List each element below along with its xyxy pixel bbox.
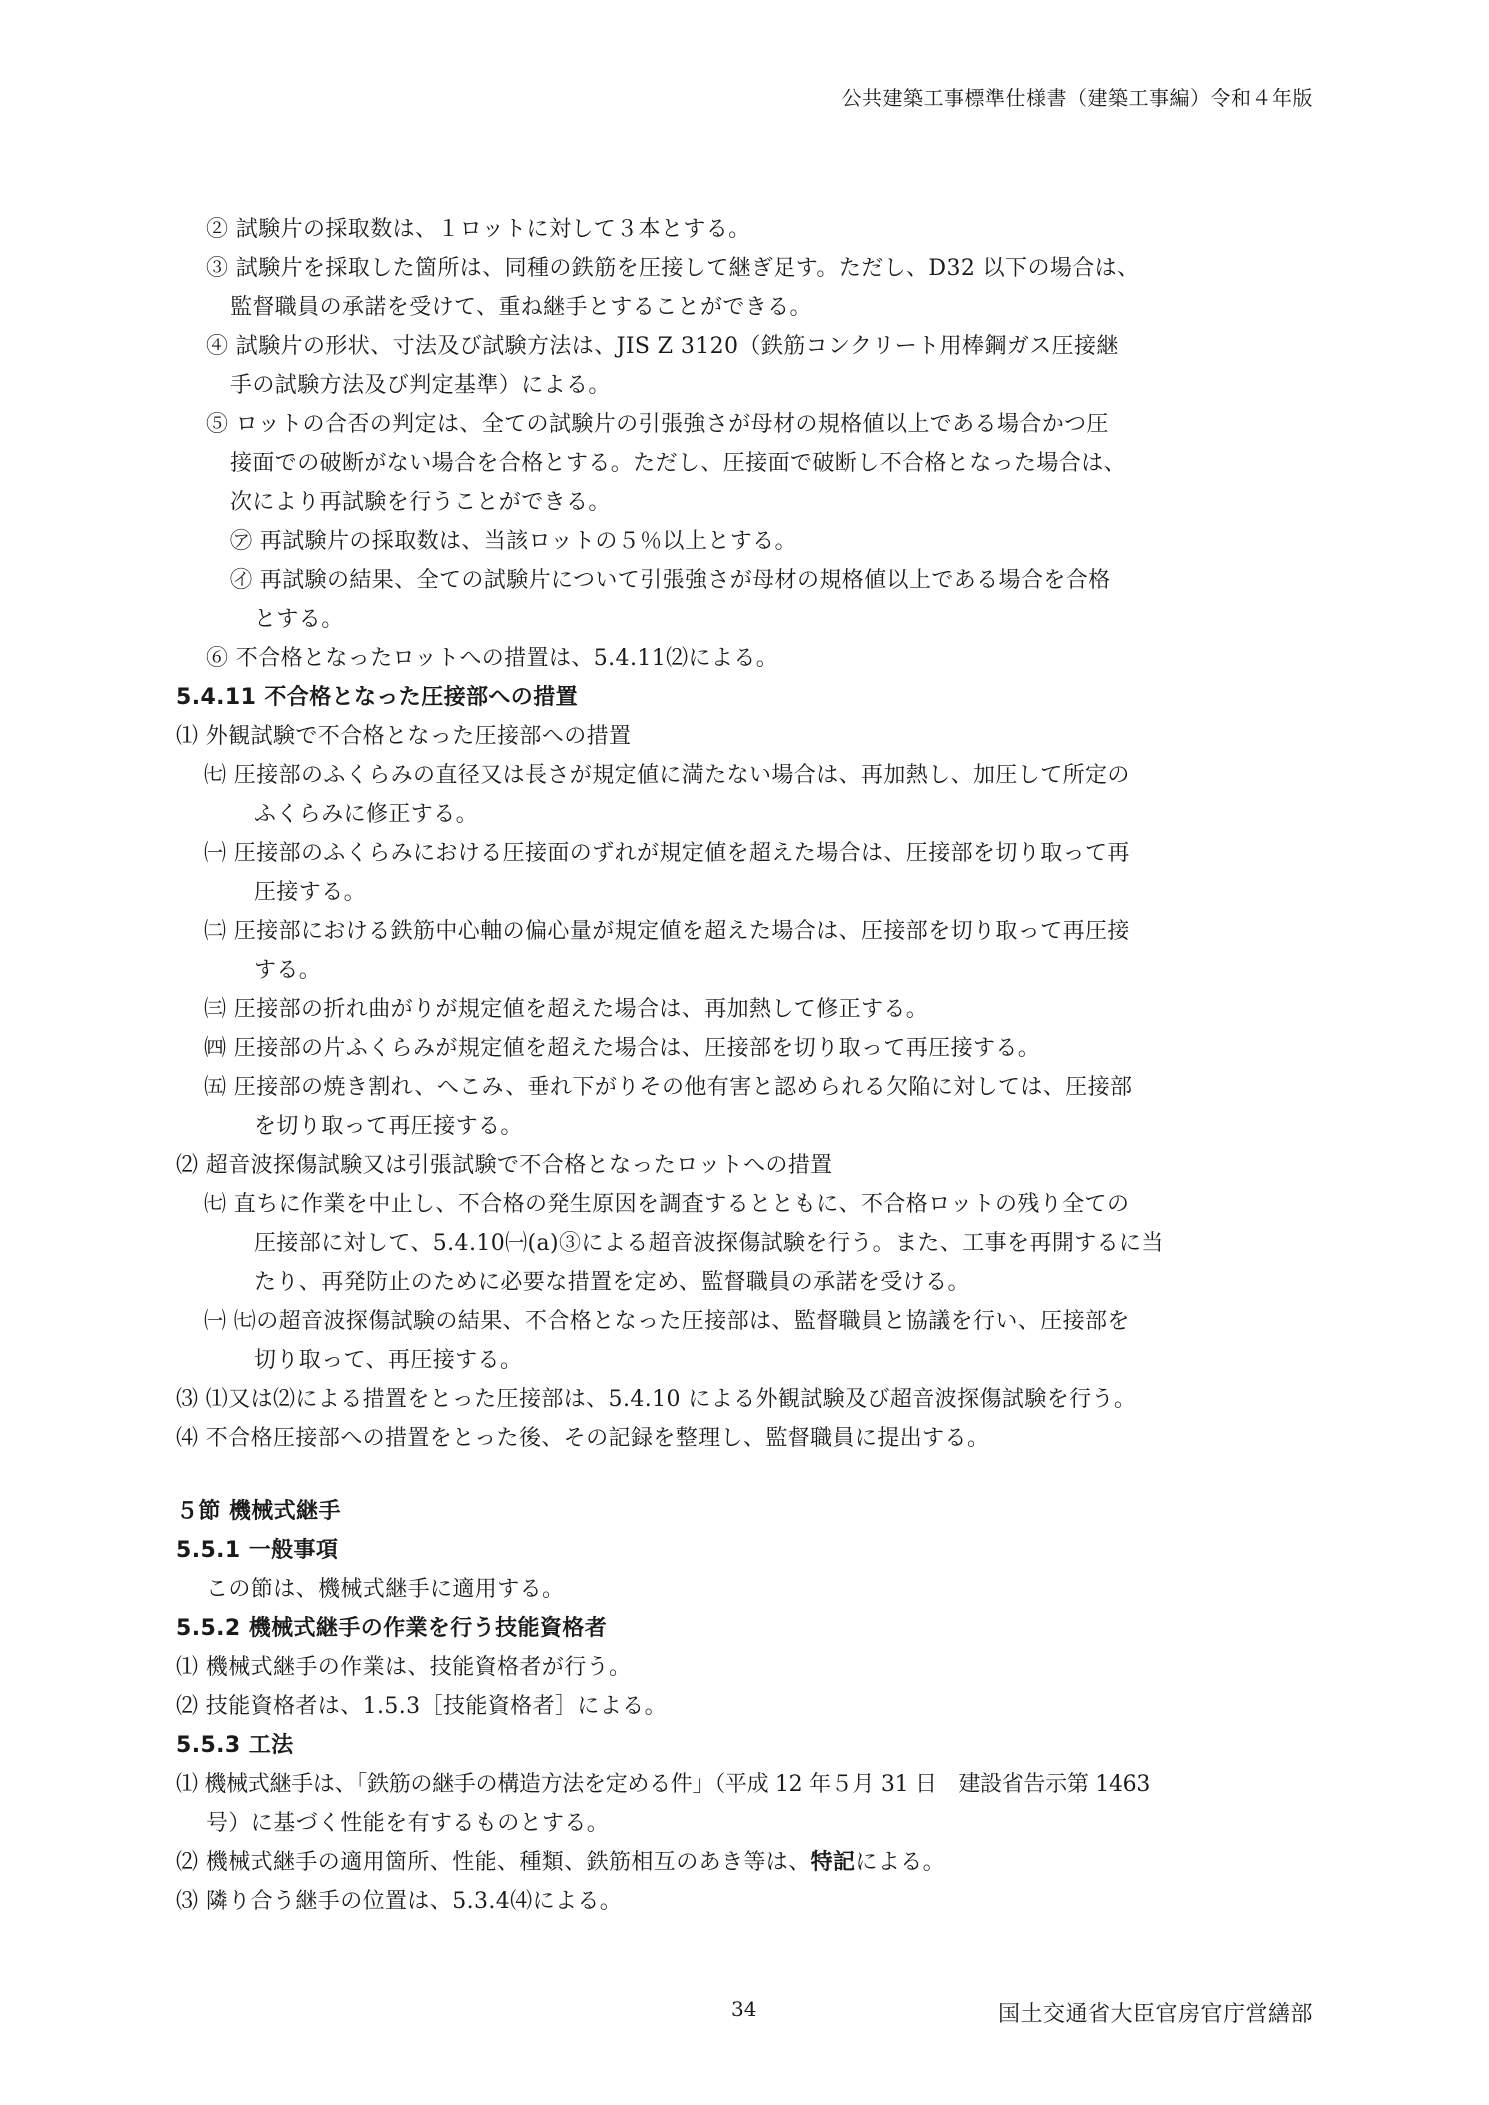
text-line: 監督職員の承諾を受けて、重ね継手とすることができる。	[230, 295, 812, 320]
text-line: ⑥ 不合格となったロットへの措置は、5.4.11⑵による。	[206, 646, 779, 671]
text-run: による。	[855, 1850, 946, 1875]
text-line: ④ 試験片の形状、寸法及び試験方法は、JIS Z 3120（鉄筋コンクリート用棒鋼ガス圧接継	[206, 334, 1119, 359]
text-line: ⑴ 機械式継手の作業は、技能資格者が行う。	[176, 1655, 632, 1680]
section-heading-5-4-11: 5.4.11 不合格となった圧接部への措置	[176, 685, 579, 710]
text-line: ㈡ 圧接部における鉄筋中心軸の偏心量が規定値を超えた場合は、圧接部を切り取って再圧接	[204, 919, 1130, 944]
section-heading-5-5-2: 5.5.2 機械式継手の作業を行う技能資格者	[176, 1616, 608, 1641]
page-body	[176, 210, 1314, 1921]
section-heading-5-5-1: 5.5.1 一般事項	[176, 1538, 339, 1563]
text-line: ⑷ 不合格圧接部への措置をとった後、その記録を整理し、監督職員に提出する。	[176, 1426, 990, 1451]
text-line: 手の試験方法及び判定基準）による。	[230, 373, 611, 398]
page-number: 34	[731, 1997, 757, 2021]
text-line: ⑤ ロットの合否の判定は、全ての試験片の引張強さが母材の規格値以上である場合かつ圧	[206, 412, 1109, 437]
text-line	[176, 1843, 1314, 1882]
text-line: ③ 試験片を採取した箇所は、同種の鉄筋を圧接して継ぎ足す。ただし、D32 以下の場合は、	[206, 256, 1140, 281]
text-line: ㈤ 圧接部の焼き割れ、へこみ、垂れ下がりその他有害と認められる欠陥に対しては、圧接部	[204, 1075, 1133, 1100]
footer-organization: 国土交通省大臣官房官庁営繕部	[997, 2002, 1313, 2027]
text-line: ⑵ 超音波探傷試験又は引張試験で不合格となったロットへの措置	[176, 1153, 833, 1178]
text-line: とする。	[254, 607, 344, 632]
text-run: ⑵ 機械式継手の適用箇所、性能、種類、鉄筋相互のあき等は、	[176, 1850, 811, 1875]
text-line: 号）に基づく性能を有するものとする。	[206, 1811, 610, 1836]
text-line: 次により再試験を行うことができる。	[230, 490, 611, 515]
text-line: ㈣ 圧接部の片ふくらみが規定値を超えた場合は、圧接部を切り取って再圧接する。	[204, 1036, 1041, 1061]
text-line: ㋑ 再試験の結果、全ての試験片について引張強さが母材の規格値以上である場合を合格	[230, 568, 1111, 593]
text-line: ふくらみに修正する。	[254, 802, 479, 827]
text-line: ⑴ 機械式継手は、「鉄筋の継手の構造方法を定める件」（平成 12 年５月 31 日 建設省告示第 1463	[176, 1772, 1151, 1797]
section-heading-5: ５節 機械式継手	[176, 1499, 341, 1524]
text-line: 圧接する。	[254, 880, 367, 905]
text-line: ㈠ ㈦の超音波探傷試験の結果、不合格となった圧接部は、監督職員と協議を行い、圧接部を	[204, 1309, 1130, 1334]
text-line: ㈠ 圧接部のふくらみにおける圧接面のずれが規定値を超えた場合は、圧接部を切り取って再	[204, 841, 1130, 866]
text-line: ⑵ 技能資格者は、1.5.3［技能資格者］による。	[176, 1694, 667, 1719]
text-line: 切り取って、再圧接する。	[254, 1348, 523, 1373]
text-line: 接面での破断がない場合を合格とする。ただし、圧接面で破断し不合格となった場合は、	[230, 451, 1127, 476]
text-line: たり、再発防止のために必要な措置を定め、監督職員の承諾を受ける。	[254, 1270, 970, 1295]
special-note-term: 特記	[810, 1850, 856, 1875]
text-line: ⑴ 外観試験で不合格となった圧接部への措置	[176, 724, 632, 749]
text-line: ㈦ 圧接部のふくらみの直径又は長さが規定値に満たない場合は、再加熱し、加圧して所定の	[204, 763, 1130, 788]
spacer	[176, 1458, 1314, 1492]
text-line: ② 試験片の採取数は、１ロットに対して３本とする。	[206, 217, 751, 242]
text-line: 圧接部に対して、5.4.10㈠(a)③による超音波探傷試験を行う。また、工事を再開するに当	[254, 1231, 1164, 1256]
section-heading-5-5-3: 5.5.3 工法	[176, 1733, 294, 1758]
text-line: ㋐ 再試験片の採取数は、当該ロットの５％以上とする。	[230, 529, 797, 554]
text-line: この節は、機械式継手に適用する。	[206, 1577, 565, 1602]
text-line: ⑶ 隣り合う継手の位置は、5.3.4⑷による。	[176, 1889, 623, 1914]
text-line: ㈦ 直ちに作業を中止し、不合格の発生原因を調査するとともに、不合格ロットの残り全ての	[204, 1192, 1130, 1217]
text-line: ㈢ 圧接部の折れ曲がりが規定値を超えた場合は、再加熱して修正する。	[204, 997, 929, 1022]
text-line: ⑶ ⑴又は⑵による措置をとった圧接部は、5.4.10 による外観試験及び超音波探傷試験を行う。	[176, 1387, 1137, 1412]
text-line: を切り取って再圧接する。	[254, 1114, 523, 1139]
page-header: 公共建築工事標準仕様書（建築工事編）令和４年版	[841, 86, 1313, 110]
text-line: する。	[254, 958, 322, 983]
